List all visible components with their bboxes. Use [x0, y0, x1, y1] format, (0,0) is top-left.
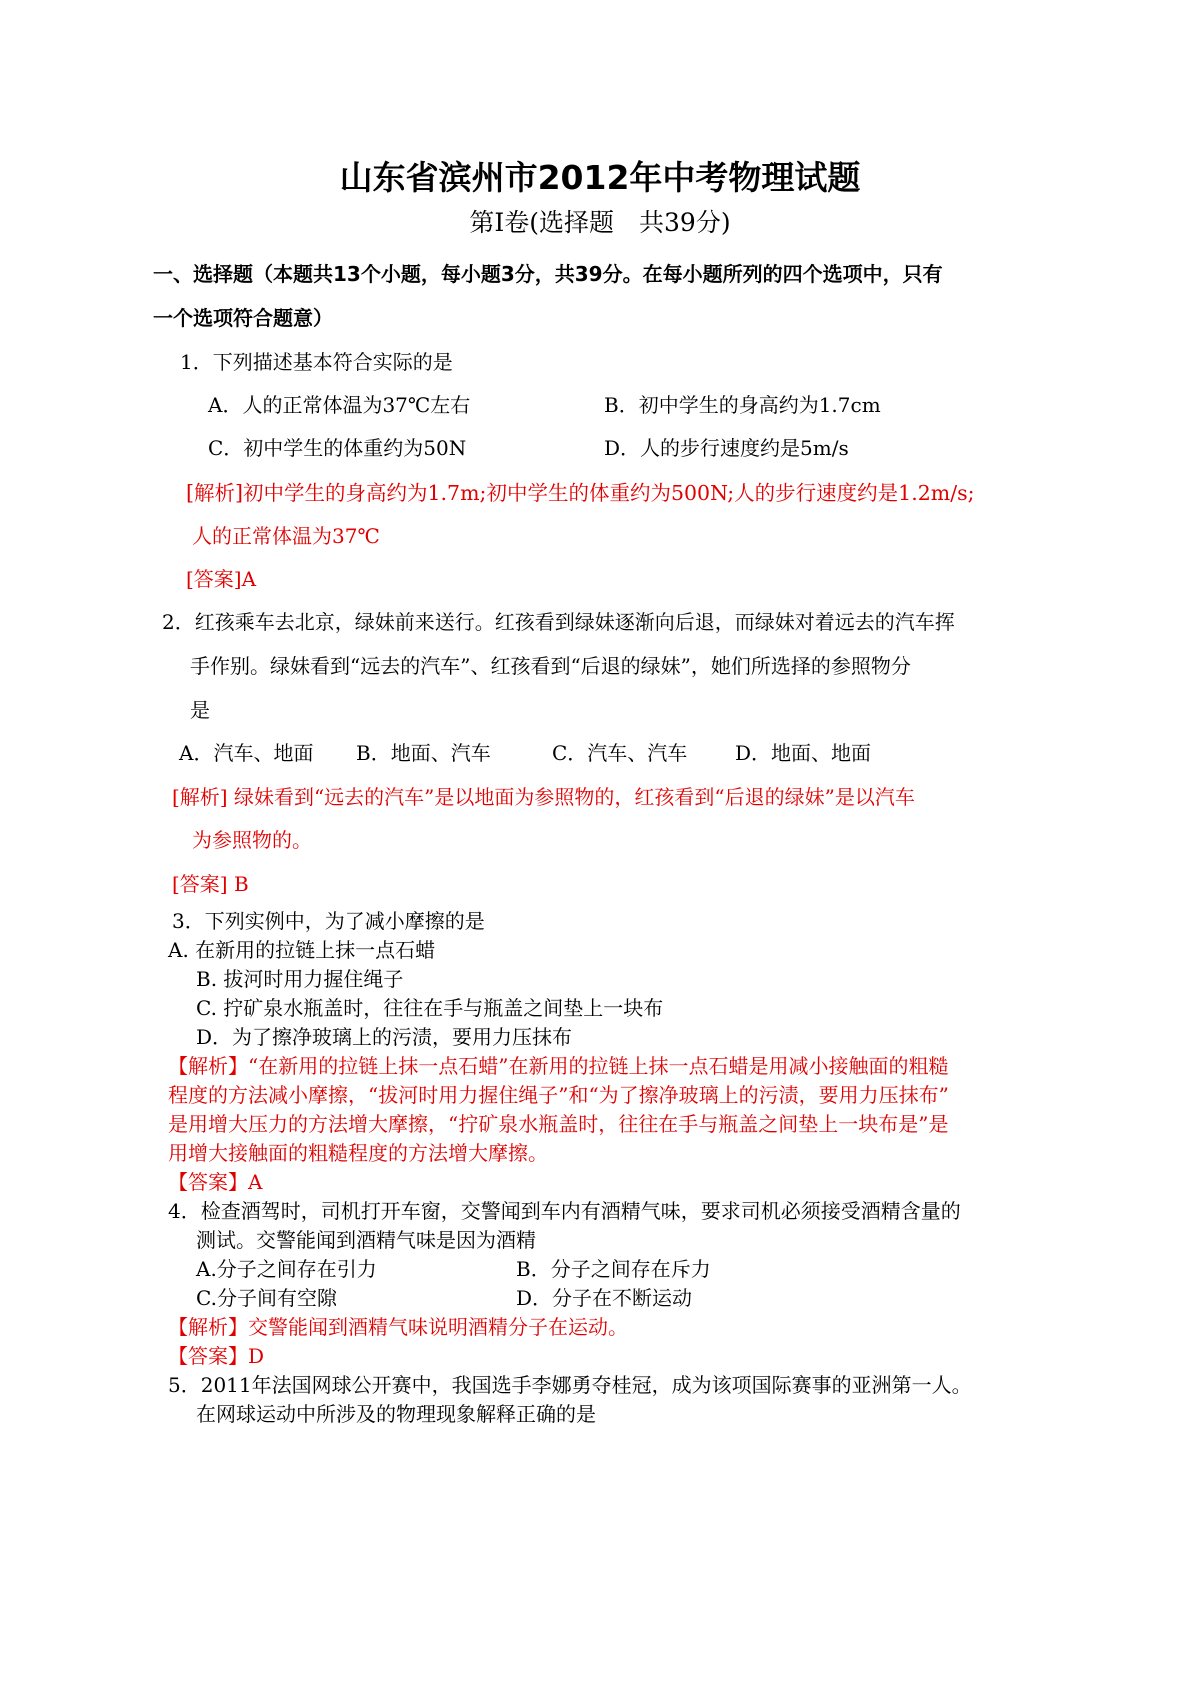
q5-stem-line-2: 在网球运动中所涉及的物理现象解释正确的是: [196, 1402, 596, 1426]
q1-option-b: B．初中学生的身高约为1.7cm: [604, 393, 881, 417]
q4-option-b: B．分子之间存在斥力: [516, 1257, 711, 1281]
q3-stem: 3．下列实例中，为了减小摩擦的是: [172, 909, 485, 933]
q3-option-d: D．为了擦净玻璃上的污渍，要用力压抹布: [196, 1025, 573, 1049]
q3-analysis-line-1: 【解析】“在新用的拉链上抹一点石蜡”在新用的拉链上抹一点石蜡是用减小接触面的粗糙: [168, 1054, 949, 1078]
q2-option-b: B．地面、汽车: [356, 741, 491, 765]
q4-answer: 【答案】D: [168, 1344, 265, 1368]
q1-option-a: A．人的正常体温为37℃左右: [208, 393, 471, 417]
q3-option-a: A. 在新用的拉链上抹一点石蜡: [168, 938, 436, 962]
q3-answer: 【答案】A: [168, 1170, 263, 1194]
q4-stem-line-2: 测试。交警能闻到酒精气味是因为酒精: [196, 1228, 536, 1252]
q2-option-c: C．汽车、汽车: [552, 741, 688, 765]
q5-stem-line-1: 5．2011年法国网球公开赛中，我国选手李娜勇夺桂冠，成为该项国际赛事的亚洲第一人。: [168, 1373, 972, 1397]
q1-option-c: C．初中学生的体重约为50N: [208, 436, 467, 460]
q3-option-c: C. 拧矿泉水瓶盖时，往往在手与瓶盖之间垫上一块布: [196, 996, 664, 1020]
q2-stem-line-3: 是: [190, 698, 210, 722]
section-heading-line-2: 一个选项符合题意）: [153, 306, 333, 330]
q1-stem: 1．下列描述基本符合实际的是: [180, 350, 453, 374]
q2-analysis-line-2: 为参照物的。: [192, 828, 312, 852]
q2-option-a: A．汽车、地面: [179, 741, 314, 765]
q1-answer: [答案]A: [186, 567, 257, 591]
q2-stem-line-2: 手作别。绿妹看到“远去的汽车”、红孩看到“后退的绿妹”，她们所选择的参照物分: [190, 654, 911, 678]
q1-option-d: D．人的步行速度约是5m/s: [604, 436, 849, 460]
q4-option-c: C.分子间有空隙: [196, 1286, 337, 1310]
page-subtitle: 第Ⅰ卷(选择题 共39分): [469, 208, 731, 237]
q2-stem-line-1: 2．红孩乘车去北京，绿妹前来送行。红孩看到绿妹逐渐向后退，而绿妹对着远去的汽车挥: [162, 610, 955, 634]
q2-option-d: D．地面、地面: [735, 741, 872, 765]
q2-answer: [答案] B: [172, 872, 249, 896]
q2-analysis-line-1: [解析] 绿妹看到“远去的汽车”是以地面为参照物的，红孩看到“后退的绿妹”是以汽车: [172, 785, 915, 809]
q1-analysis-line-2: 人的正常体温为37℃: [192, 524, 380, 548]
q3-analysis-line-4: 用增大接触面的粗糙程度的方法增大摩擦。: [168, 1141, 548, 1165]
section-heading-line-1: 一、选择题（本题共13个小题，每小题3分，共39分。在每小题所列的四个选项中，只有: [153, 262, 943, 286]
q4-stem-line-1: 4．检查酒驾时，司机打开车窗，交警闻到车内有酒精气味，要求司机必须接受酒精含量的: [168, 1199, 961, 1223]
q3-option-b: B. 拔河时用力握住绳子: [196, 967, 404, 991]
q3-analysis-line-2: 程度的方法减小摩擦，“拔河时用力握住绳子”和“为了擦净玻璃上的污渍，要用力压抹布”: [168, 1083, 949, 1107]
q4-option-a: A.分子之间存在引力: [196, 1257, 377, 1281]
q4-analysis: 【解析】交警能闻到酒精气味说明酒精分子在运动。: [168, 1315, 628, 1339]
page-title: 山东省滨州市2012年中考物理试题: [339, 158, 861, 197]
q4-option-d: D．分子在不断运动: [516, 1286, 693, 1310]
q3-analysis-line-3: 是用增大压力的方法增大摩擦，“拧矿泉水瓶盖时，往往在手与瓶盖之间垫上一块布是”是: [168, 1112, 949, 1136]
q1-analysis-line-1: [解析]初中学生的身高约为1.7m;初中学生的体重约为500N;人的步行速度约是1.2m/s;: [186, 481, 975, 505]
